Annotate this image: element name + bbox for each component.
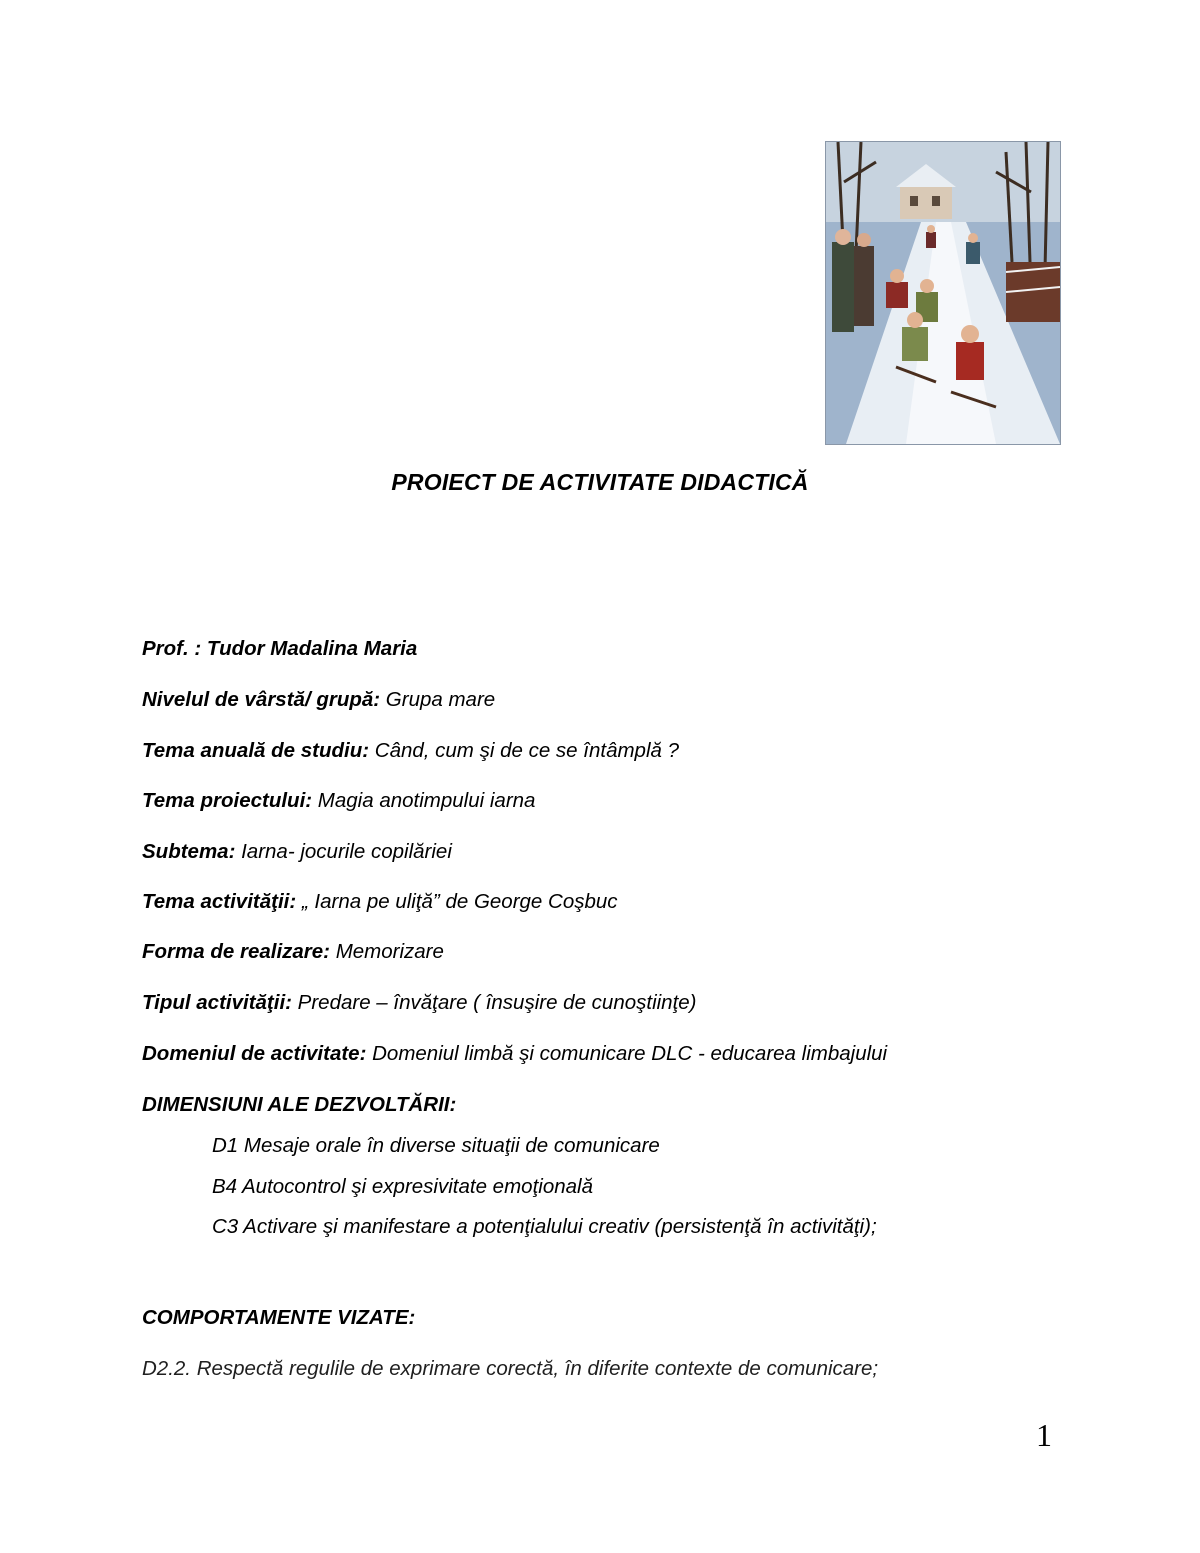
field-label: Tema proiectului: <box>142 789 313 812</box>
section-heading: DIMENSIUNI ALE DEZVOLTĂRII: <box>142 1093 457 1116</box>
field-subtheme <box>142 839 452 865</box>
field-activity-type <box>142 990 697 1016</box>
field-project-theme <box>142 788 535 814</box>
field-label: Tipul activităţii: <box>142 991 292 1014</box>
field-label: Tema anuală de studiu: <box>142 739 370 762</box>
field-value: „ Iarna pe uliţă” de George Coşbuc <box>296 890 618 913</box>
behaviors-heading <box>142 1305 415 1331</box>
field-form <box>142 939 444 965</box>
field-professor <box>142 636 417 662</box>
field-age-group <box>142 687 495 713</box>
behavior-item: D2.2. Respectă regulile de exprimare corectă, în diferite contexte de comunicare; <box>142 1357 879 1380</box>
field-label: Domeniul de activitate: <box>142 1042 367 1065</box>
field-value: Predare – învăţare ( însuşire de cunoştiinţe) <box>291 991 697 1014</box>
field-label: Subtema: <box>142 840 236 863</box>
field-label: Forma de realizare: <box>142 940 330 963</box>
field-label: Nivelul de vârstă/ grupă: <box>142 688 381 711</box>
field-value: Magia anotimpului iarna <box>312 789 536 812</box>
dimension-item: D1 Mesaje orale în diverse situaţii de comunicare <box>212 1134 660 1157</box>
winter-sledding-picture <box>825 141 1061 445</box>
dimension-item: C3 Activare şi manifestare a potenţialului creativ (persistenţă în activităţi); <box>212 1215 877 1238</box>
dimensions-heading <box>142 1092 456 1118</box>
field-annual-theme <box>142 738 679 764</box>
field-value: Grupa mare <box>380 688 496 711</box>
winter-sledding-picture-icon <box>826 142 1060 444</box>
field-label: Prof. : Tudor Madalina Maria <box>142 637 418 660</box>
field-value: Când, cum şi de ce se întâmplă ? <box>369 739 679 762</box>
page-title: PROIECT DE ACTIVITATE DIDACTICĂ <box>391 469 809 495</box>
field-value: Iarna- jocurile copilăriei <box>235 840 452 863</box>
field-activity-theme <box>142 889 618 915</box>
dimension-item: B4 Autocontrol şi expresivitate emoţională <box>212 1175 593 1198</box>
field-domain <box>142 1041 887 1067</box>
field-value: Memorizare <box>330 940 444 963</box>
field-label: Tema activităţii: <box>142 890 297 913</box>
field-value: Domeniul limbă şi comunicare DLC - educarea limbajului <box>366 1042 888 1065</box>
page-number: 1 <box>1036 1417 1052 1453</box>
section-heading: COMPORTAMENTE VIZATE: <box>142 1306 416 1329</box>
